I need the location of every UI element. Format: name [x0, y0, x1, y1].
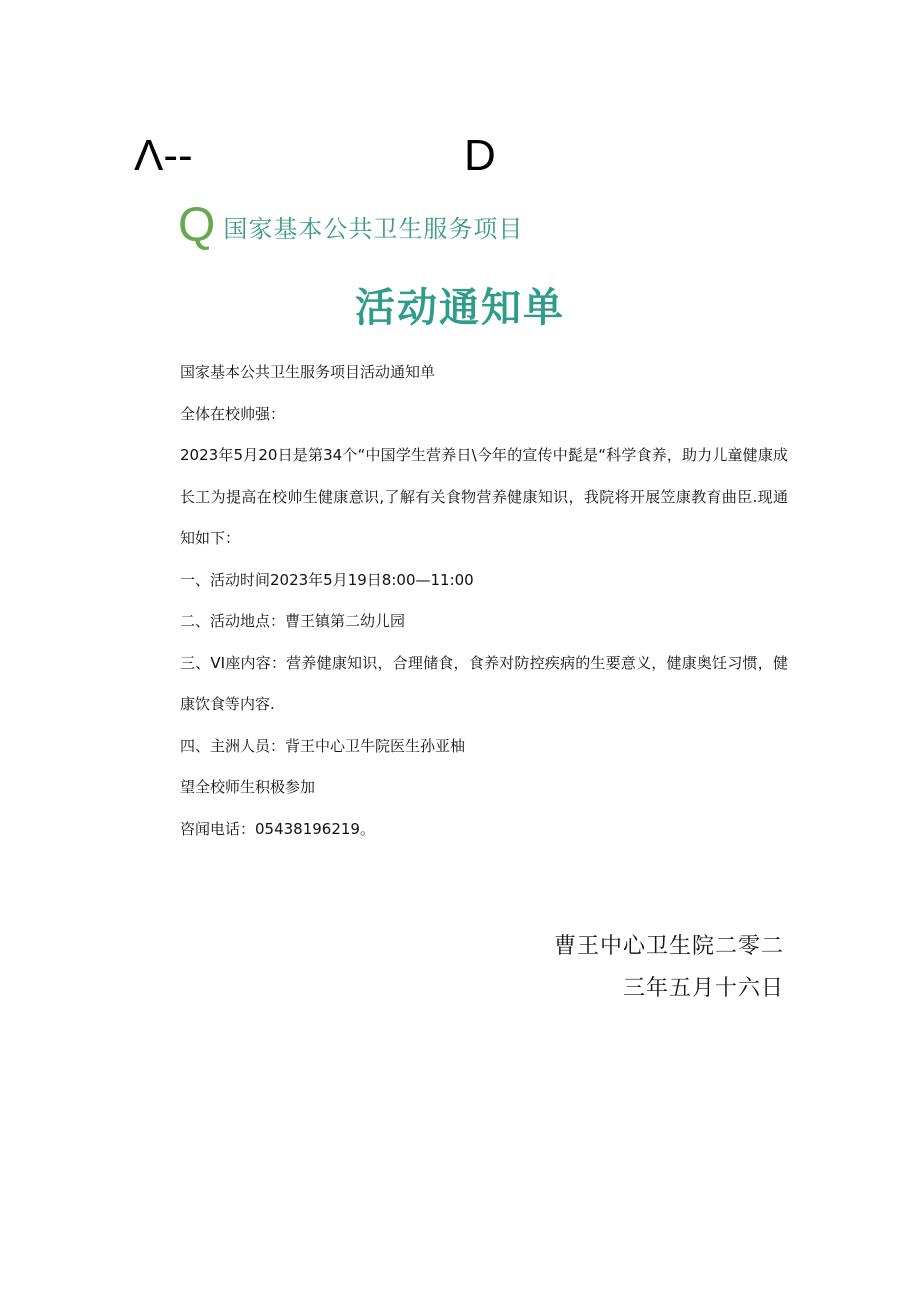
logo-left-mark: Λ-- — [134, 131, 193, 180]
notice-heading: 国家基本公共卫生服务项目活动通知单 — [180, 363, 436, 381]
signature-line-1: 曹王中心卫生院二零二 — [553, 934, 784, 959]
notice-contact: 咨闻电话：05438196219。 — [180, 819, 375, 838]
notice-item-place: 二、活动地点：曹王镇第二幼儿园 — [180, 612, 406, 630]
signature-line-2: 三年五月十六日 — [622, 976, 784, 1001]
notice-intro: 2023年5月20日是第34个“中国学生营养日\今年的宣传中髭是“科学食养，助力儿童健康成长工为提高在校帅生健康意识,了解有关食物营养健康知识，我院将开展笠康教育曲臣.现通知如下： — [180, 446, 788, 547]
notice-item-time: 一、活动时间2023年5月19日8:00—11:00 — [180, 570, 474, 589]
logo-right-mark: D — [464, 131, 496, 180]
signature-block — [554, 926, 784, 1010]
program-header — [178, 198, 523, 254]
notice-salutation: 全体在校帅强： — [180, 404, 286, 423]
notice-item-person: 四、主洲人员：背王中心卫牛院医生孙亚柚 — [180, 736, 466, 755]
page-title: 活动通知单 — [355, 285, 565, 331]
notice-closing: 望全校师生积极参加 — [180, 778, 316, 796]
program-logo-icon: Q — [178, 199, 216, 252]
notice-body — [180, 352, 788, 850]
header-logo — [134, 130, 504, 182]
notice-item-content: 三、VI座内容：营养健康知识，合理储食，食养对防控疾病的生要意义，健康奥饪习惯，健康饮食等内容. — [180, 653, 788, 713]
program-title: 国家基本公共卫生服务项目 — [223, 214, 524, 243]
